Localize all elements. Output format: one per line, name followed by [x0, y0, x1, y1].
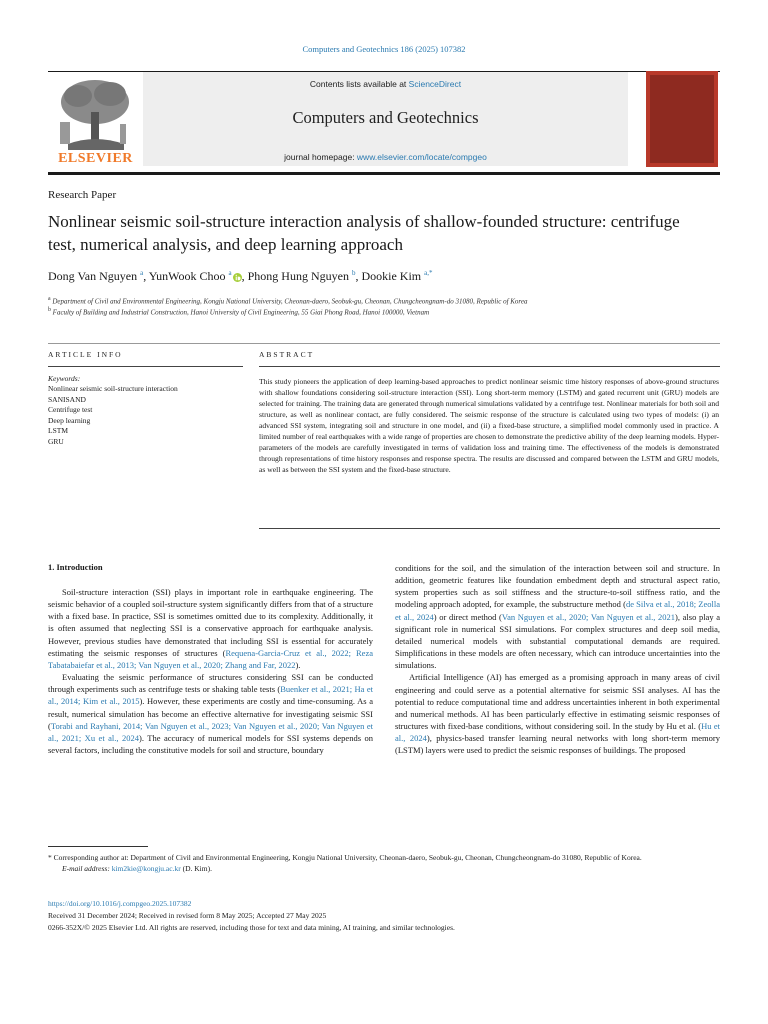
- copyright: 0266-352X/© 2025 Elsevier Ltd. All rights are reserved, including those for text and data mining, AI training, and similar technologies.: [48, 923, 455, 932]
- homepage-link[interactable]: www.elsevier.com/locate/compgeo: [356, 152, 487, 162]
- journal-cover-thumbnail[interactable]: [646, 71, 718, 167]
- author-name[interactable]: Dookie Kim: [361, 269, 422, 283]
- abstract-text: This study pioneers the application of deep learning-based approaches to predict nonlinear seismic time history responses of above-ground structures with shallow foundations considering soil-structure interaction (SSI). Long short-term memory (LSTM) and gated recurrent unit (GRU) models are selected for training. The training data are generated through numerical simulations validated by a centrifuge test. Nonlinear materials for both soil and structure, as well as nonlinear contact, are fully considered. The seismic response of the structure is calculated using two types of models: (i) an advanced SSI system, integrating soil and structure in one model, and (ii) a fixed-base structure, a simplified model commonly used in practice. A limited number of real earthquakes with a wide range of properties are chosen to demonstrate the predictive ability of the deep learning models. Hyper-parameters of the models are carefully investigated in terms of validation loss and training time. The effectiveness of the models is demonstrated through representations of time history responses and response spectra. The results are discussed and compared between the LSTM and GRU models, as well as between the SSI system and the fixed-base structure.: [259, 377, 719, 474]
- body-text: ), physics-based transfer learning neural networks with long short-term memory (LSTM) layers were used to predict the seismic responses of buildings. The proposed: [395, 733, 720, 756]
- keyword: Deep learning: [48, 415, 91, 425]
- body-text: Evaluating the seismic performance of structures considering SSI can be conducted through experiments such as centrifuge tests or shaking table tests (: [48, 672, 373, 695]
- journal-title: Computers and Geotechnics: [292, 108, 479, 127]
- paragraph: [395, 562, 720, 671]
- section-heading: 1. Introduction: [48, 562, 103, 572]
- body-text: ) or direct method (: [433, 611, 502, 622]
- homepage-prefix: journal homepage:: [284, 152, 357, 162]
- citation-link[interactable]: Van Nguyen et al., 2020; Van Nguyen et al., 2021: [501, 611, 676, 622]
- author-name[interactable]: YunWook Choo: [148, 269, 226, 283]
- author-name[interactable]: Phong Hung Nguyen: [247, 269, 349, 283]
- citation-link[interactable]: Torabi and Rayhani, 2014; Van Nguyen et al., 2023; Van Nguyen et al., 2020; Van Nguyen et al., 2021; Xu et al., 2024: [48, 720, 373, 743]
- citation-link[interactable]: de Silva et al., 2018; Zeolla et al., 2024: [395, 599, 720, 622]
- affiliation: $^a$ Department of Civil and Environmental Engineering, Kongju National University, Cheonan-daero, Seobuk-gu, Cheonan, Chungcheongnam-do 31080, Republic of Korea: [48, 296, 528, 306]
- contents-line: [143, 79, 628, 89]
- keyword: GRU: [48, 436, 64, 446]
- paragraph: [395, 671, 720, 756]
- keyword: Nonlinear seismic soil-structure interaction: [48, 384, 178, 393]
- email-suffix: (D. Kim).: [180, 864, 212, 874]
- citation-link[interactable]: Hu et al., 2024: [395, 721, 720, 744]
- citation-link[interactable]: Buenker et al., 2021; Ha et al., 2014; Kim et al., 2015: [48, 684, 373, 707]
- affiliation: $^b$ Faculty of Building and Industrial Construction, Hanoi University of Civil Engineering, 55 Giai Phong Road, Hanoi 100000, Vietnam: [48, 307, 430, 317]
- doi-link[interactable]: https://doi.org/10.1016/j.compgeo.2025.107382: [48, 899, 192, 908]
- abstract-bottom-rule: [259, 528, 720, 529]
- keywords-label: Keywords:: [48, 374, 81, 383]
- received-dates: Received 31 December 2024; Received in revised form 8 May 2025; Accepted 27 May 2025: [48, 911, 327, 920]
- article-type: Research Paper: [48, 189, 117, 201]
- paragraph: [48, 671, 373, 756]
- publisher-name: ELSEVIER: [58, 151, 133, 166]
- email-label: E-mail address:: [62, 864, 110, 874]
- body-text: ). The accuracy of numerical models for SSI systems depends on several factors, including the constitutive models for soil and structure, boundary: [48, 732, 373, 756]
- body-text: ). However, these experiments are costly and time-consuming. As a result, numerical simulation has become an effective alternative for investigating seismic SSI (: [48, 696, 373, 731]
- orcid-icon[interactable]: [233, 273, 242, 282]
- paragraph: [48, 586, 373, 671]
- article-info-rule: [48, 366, 243, 367]
- affiliation-rule: [48, 343, 720, 344]
- contents-prefix: Contents lists available at: [309, 79, 409, 89]
- publication-info: [48, 898, 720, 934]
- journal-homepage: [143, 152, 628, 162]
- author-affiliation-mark[interactable]: a: [140, 269, 144, 277]
- body-text: conditions for the soil, and the simulation of the interaction between soil and structure. In addition, geometric features like foundation embedment depth and structural aspect ratio, system properties such as soil stiffness and the structure-to-soil stiffness ratio, and the modeling approach adopted, for example, the substructure method (: [395, 563, 720, 610]
- corresponding-text: * Corresponding author at: Department of Civil and Environmental Engineering, Kongju National University, Cheonan-daero, Seobuk-gu, Cheonan, Chungcheongnam-do 31080, Republic of Korea.: [48, 853, 642, 862]
- author-list: Dong Van Nguyen $^a$, YunWook Choo $^a$ , Phong Hung Nguyen $^b$, Dookie Kim $^{a,*}$: [48, 269, 433, 283]
- author-affiliation-mark[interactable]: a,*: [424, 269, 433, 277]
- body-text: Soil-structure interaction (SSI) plays in important role in earthquake engineering. The seismic behavior of a coupled soil-structure system significantly differs from that of a structure with a fixed base. In practice, SSI is sometimes omitted due to its complexity. Additionally, it is often assumed that neglecting SSI is a conservative approach for earthquake analysis. However, previous studies have demonstrated that including SSI is essential for accurately estimating the seismic responses of structures (: [48, 587, 373, 658]
- article-info-heading: ARTICLE INFO: [48, 350, 123, 359]
- article-title: Nonlinear seismic soil-structure interaction analysis of shallow-founded structure: centrifuge test, numerical analysis, and deep learning approach: [48, 212, 680, 254]
- body-text: Artificial Intelligence (AI) has emerged as a promising approach in many areas of civil engineering and could serve as a potential alternative for seismic SSI analyses. AI has the potential to reduce computational time and address uncertainties inherent in both experimental and numerical methods. AI has been particularly effective in estimating seismic responses of structures with fixed-base conditions, without considering soil. In the study by Hu et al. (: [395, 672, 720, 732]
- keyword: LSTM: [48, 426, 69, 435]
- citation-link[interactable]: Requena-Garcia-Cruz et al., 2022; Reza Tabatabaiefar et al., 2013; Van Nguyen et al., 2020; Zhang and Far, 2022: [48, 647, 373, 670]
- abstract-heading: ABSTRACT: [259, 350, 315, 359]
- keyword: SANISAND: [48, 394, 86, 404]
- body-column-right: [395, 562, 720, 757]
- corresponding-author-note: [48, 852, 720, 875]
- body-text: ).: [295, 659, 301, 670]
- body-text: ), also play a significant role in numerical SSI simulations. For complex structures and deep soil media, detailed numerical models with substantial computational demands are required. Simplifications in these models are often necessary, which can introduce uncertainties into the simulations.: [395, 611, 720, 671]
- author-affiliation-mark[interactable]: b: [351, 269, 356, 277]
- journal-reference[interactable]: Computers and Geotechnics 186 (2025) 107382: [302, 44, 466, 54]
- abstract-rule: [259, 366, 720, 367]
- sciencedirect-link[interactable]: ScienceDirect: [408, 79, 462, 89]
- email-link[interactable]: kim2kie@kongju.ac.kr: [111, 864, 181, 874]
- author-name[interactable]: Dong Van Nguyen: [48, 269, 138, 283]
- footnote-rule: [48, 846, 148, 847]
- keyword: Centrifuge test: [48, 405, 93, 414]
- header-bottom-rule: [48, 172, 720, 175]
- body-column-left: [48, 586, 373, 756]
- author-affiliation-mark[interactable]: a: [228, 269, 232, 277]
